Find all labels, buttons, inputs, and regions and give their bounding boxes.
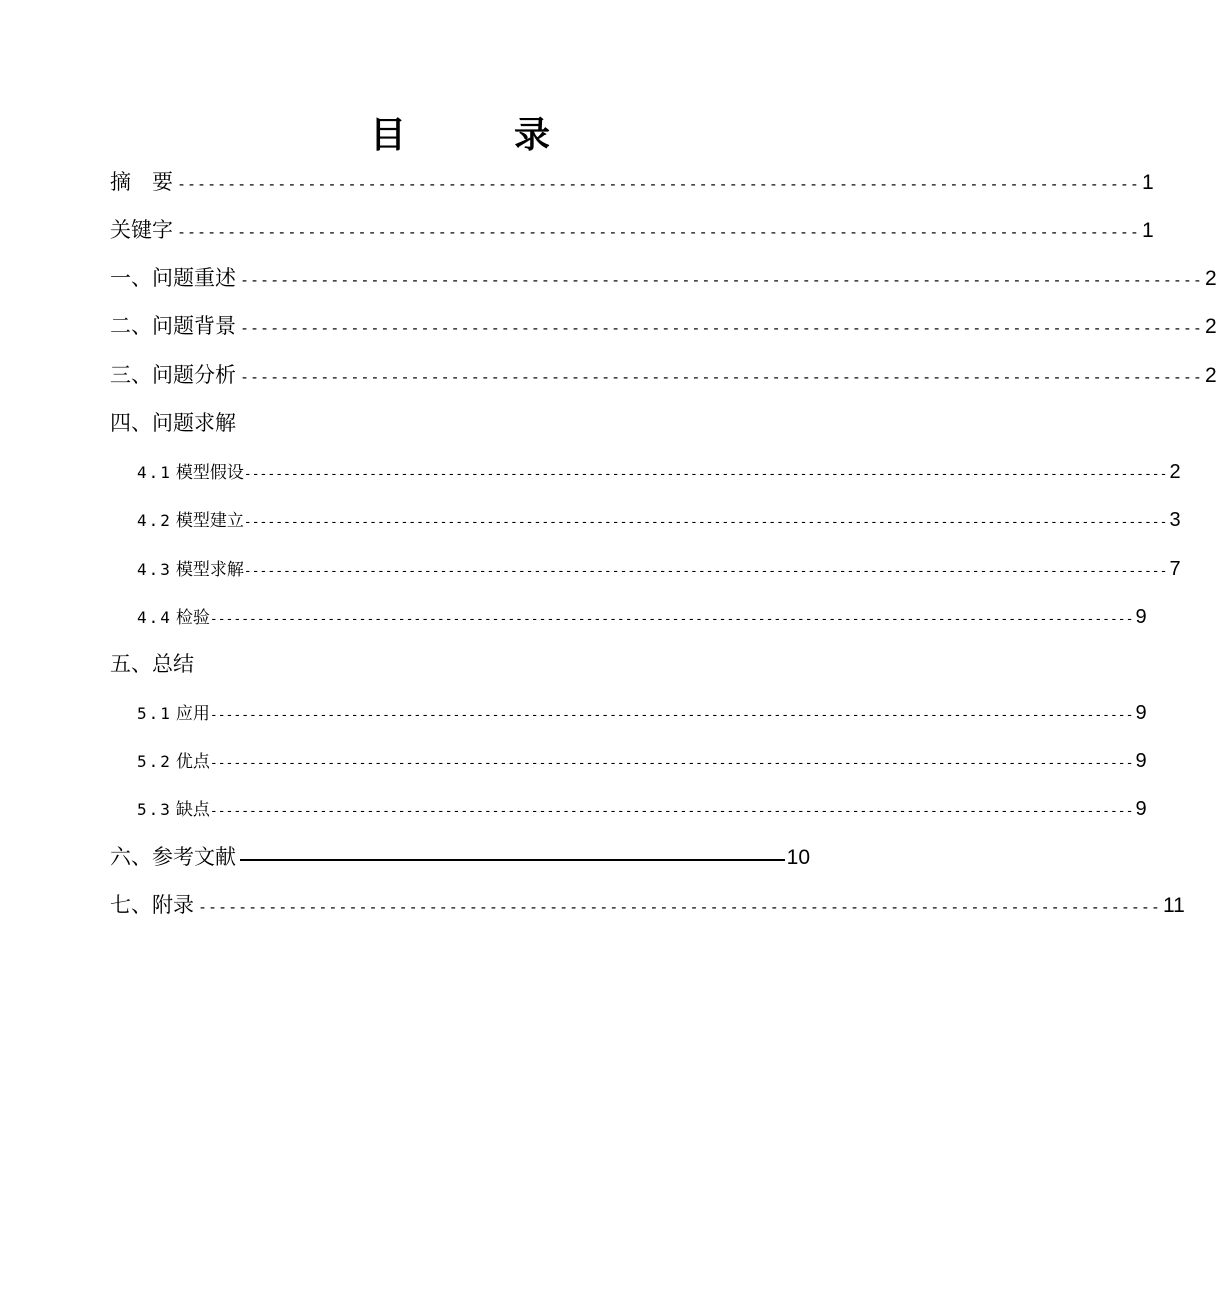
- toc-page-number: 7: [1169, 558, 1181, 580]
- toc-section-number: 4.1: [137, 463, 172, 482]
- dot-leader: ----------------------------------------------------------------------------------------------------------------------: [209, 708, 1134, 723]
- toc-entry-section-3[interactable]: [110, 360, 1217, 392]
- toc-page-number: 9: [1135, 750, 1147, 772]
- toc-label: 六、参考文献: [110, 845, 236, 869]
- dot-leader: ------------------------------------------------------------------------------------------------: [198, 898, 1161, 916]
- toc-page-number: 2: [1204, 267, 1217, 290]
- toc-entry-abstract[interactable]: [110, 167, 1154, 199]
- dot-leader: ------------------------------------------------------------------------------------------------: [177, 223, 1140, 241]
- toc-page-number: 11: [1162, 894, 1185, 917]
- toc-entry-section-4-4[interactable]: [137, 604, 1147, 633]
- dot-leader: ----------------------------------------------------------------------------------------------------------------------: [209, 756, 1134, 771]
- toc-label: 五、总结: [110, 652, 194, 676]
- toc-label: 检验: [175, 608, 210, 628]
- toc-entry-section-6[interactable]: [110, 842, 810, 873]
- toc-label: 应用: [175, 704, 210, 724]
- toc-entry-section-7[interactable]: [110, 890, 1185, 922]
- toc-entry-section-5-2[interactable]: [137, 748, 1147, 777]
- dot-leader: ------------------------------------------------------------------------------------------------: [240, 271, 1203, 289]
- toc-entry-section-5-1[interactable]: [137, 700, 1147, 729]
- dot-leader: ----------------------------------------------------------------------------------------------------------------------: [209, 804, 1134, 819]
- toc-section-number: 4.3: [137, 560, 172, 579]
- toc-entry-section-5-3[interactable]: [137, 796, 1147, 825]
- toc-section-number: 4.4: [137, 608, 172, 627]
- toc-entry-section-4-1[interactable]: [137, 459, 1181, 488]
- dot-leader: ----------------------------------------------------------------------------------------------------------------------: [243, 515, 1168, 530]
- dot-leader: ------------------------------------------------------------------------------------------------: [177, 175, 1140, 193]
- toc-page-number: 10: [786, 846, 810, 869]
- dot-leader: ------------------------------------------------------------------------------------------------: [240, 319, 1203, 337]
- toc-page-number: 2: [1169, 461, 1181, 483]
- toc-label: 二、问题背景: [110, 314, 236, 338]
- toc-page-number: 9: [1135, 702, 1147, 724]
- toc-label: 优点: [175, 752, 210, 772]
- toc-label: 模型求解: [175, 560, 244, 580]
- toc-entry-keywords[interactable]: [110, 215, 1154, 247]
- toc-section-number: 5.2: [137, 752, 172, 771]
- toc-page-number: 2: [1204, 315, 1217, 338]
- toc-label: 三、问题分析: [110, 363, 236, 387]
- toc-section-number: 5.3: [137, 800, 172, 819]
- toc-page-number: 2: [1204, 364, 1217, 387]
- toc-page-number: 1: [1141, 171, 1154, 194]
- toc-label: 一、问题重述: [110, 266, 236, 290]
- toc-section-number: 5.1: [137, 704, 172, 723]
- toc-entry-section-4-3[interactable]: [137, 556, 1181, 585]
- toc-entry-section-1[interactable]: [110, 263, 1217, 295]
- toc-label: 缺点: [175, 800, 210, 820]
- page-title: 目 录: [369, 115, 586, 156]
- solid-leader: [240, 859, 785, 861]
- toc-page-number: 9: [1135, 798, 1147, 820]
- toc-entry-section-2[interactable]: [110, 311, 1217, 343]
- toc-page-number: 1: [1141, 219, 1154, 242]
- dot-leader: ----------------------------------------------------------------------------------------------------------------------: [209, 612, 1134, 627]
- toc-label: 七、附录: [110, 893, 194, 917]
- toc-label: 模型建立: [175, 511, 244, 531]
- toc-entry-section-4[interactable]: [110, 408, 810, 438]
- toc-page-number: 3: [1169, 509, 1181, 531]
- toc-label: 摘 要: [110, 170, 173, 194]
- toc-page-number: 9: [1135, 606, 1147, 628]
- dot-leader: ------------------------------------------------------------------------------------------------: [240, 368, 1203, 386]
- toc-label: 关键字: [110, 218, 173, 242]
- toc-section-number: 4.2: [137, 511, 172, 530]
- toc-entry-section-5[interactable]: [110, 649, 810, 679]
- toc-label: 模型假设: [175, 463, 244, 483]
- toc-label: 四、问题求解: [110, 411, 236, 435]
- dot-leader: ----------------------------------------------------------------------------------------------------------------------: [243, 564, 1168, 579]
- toc-entry-section-4-2[interactable]: [137, 507, 1181, 536]
- dot-leader: ----------------------------------------------------------------------------------------------------------------------: [243, 467, 1168, 482]
